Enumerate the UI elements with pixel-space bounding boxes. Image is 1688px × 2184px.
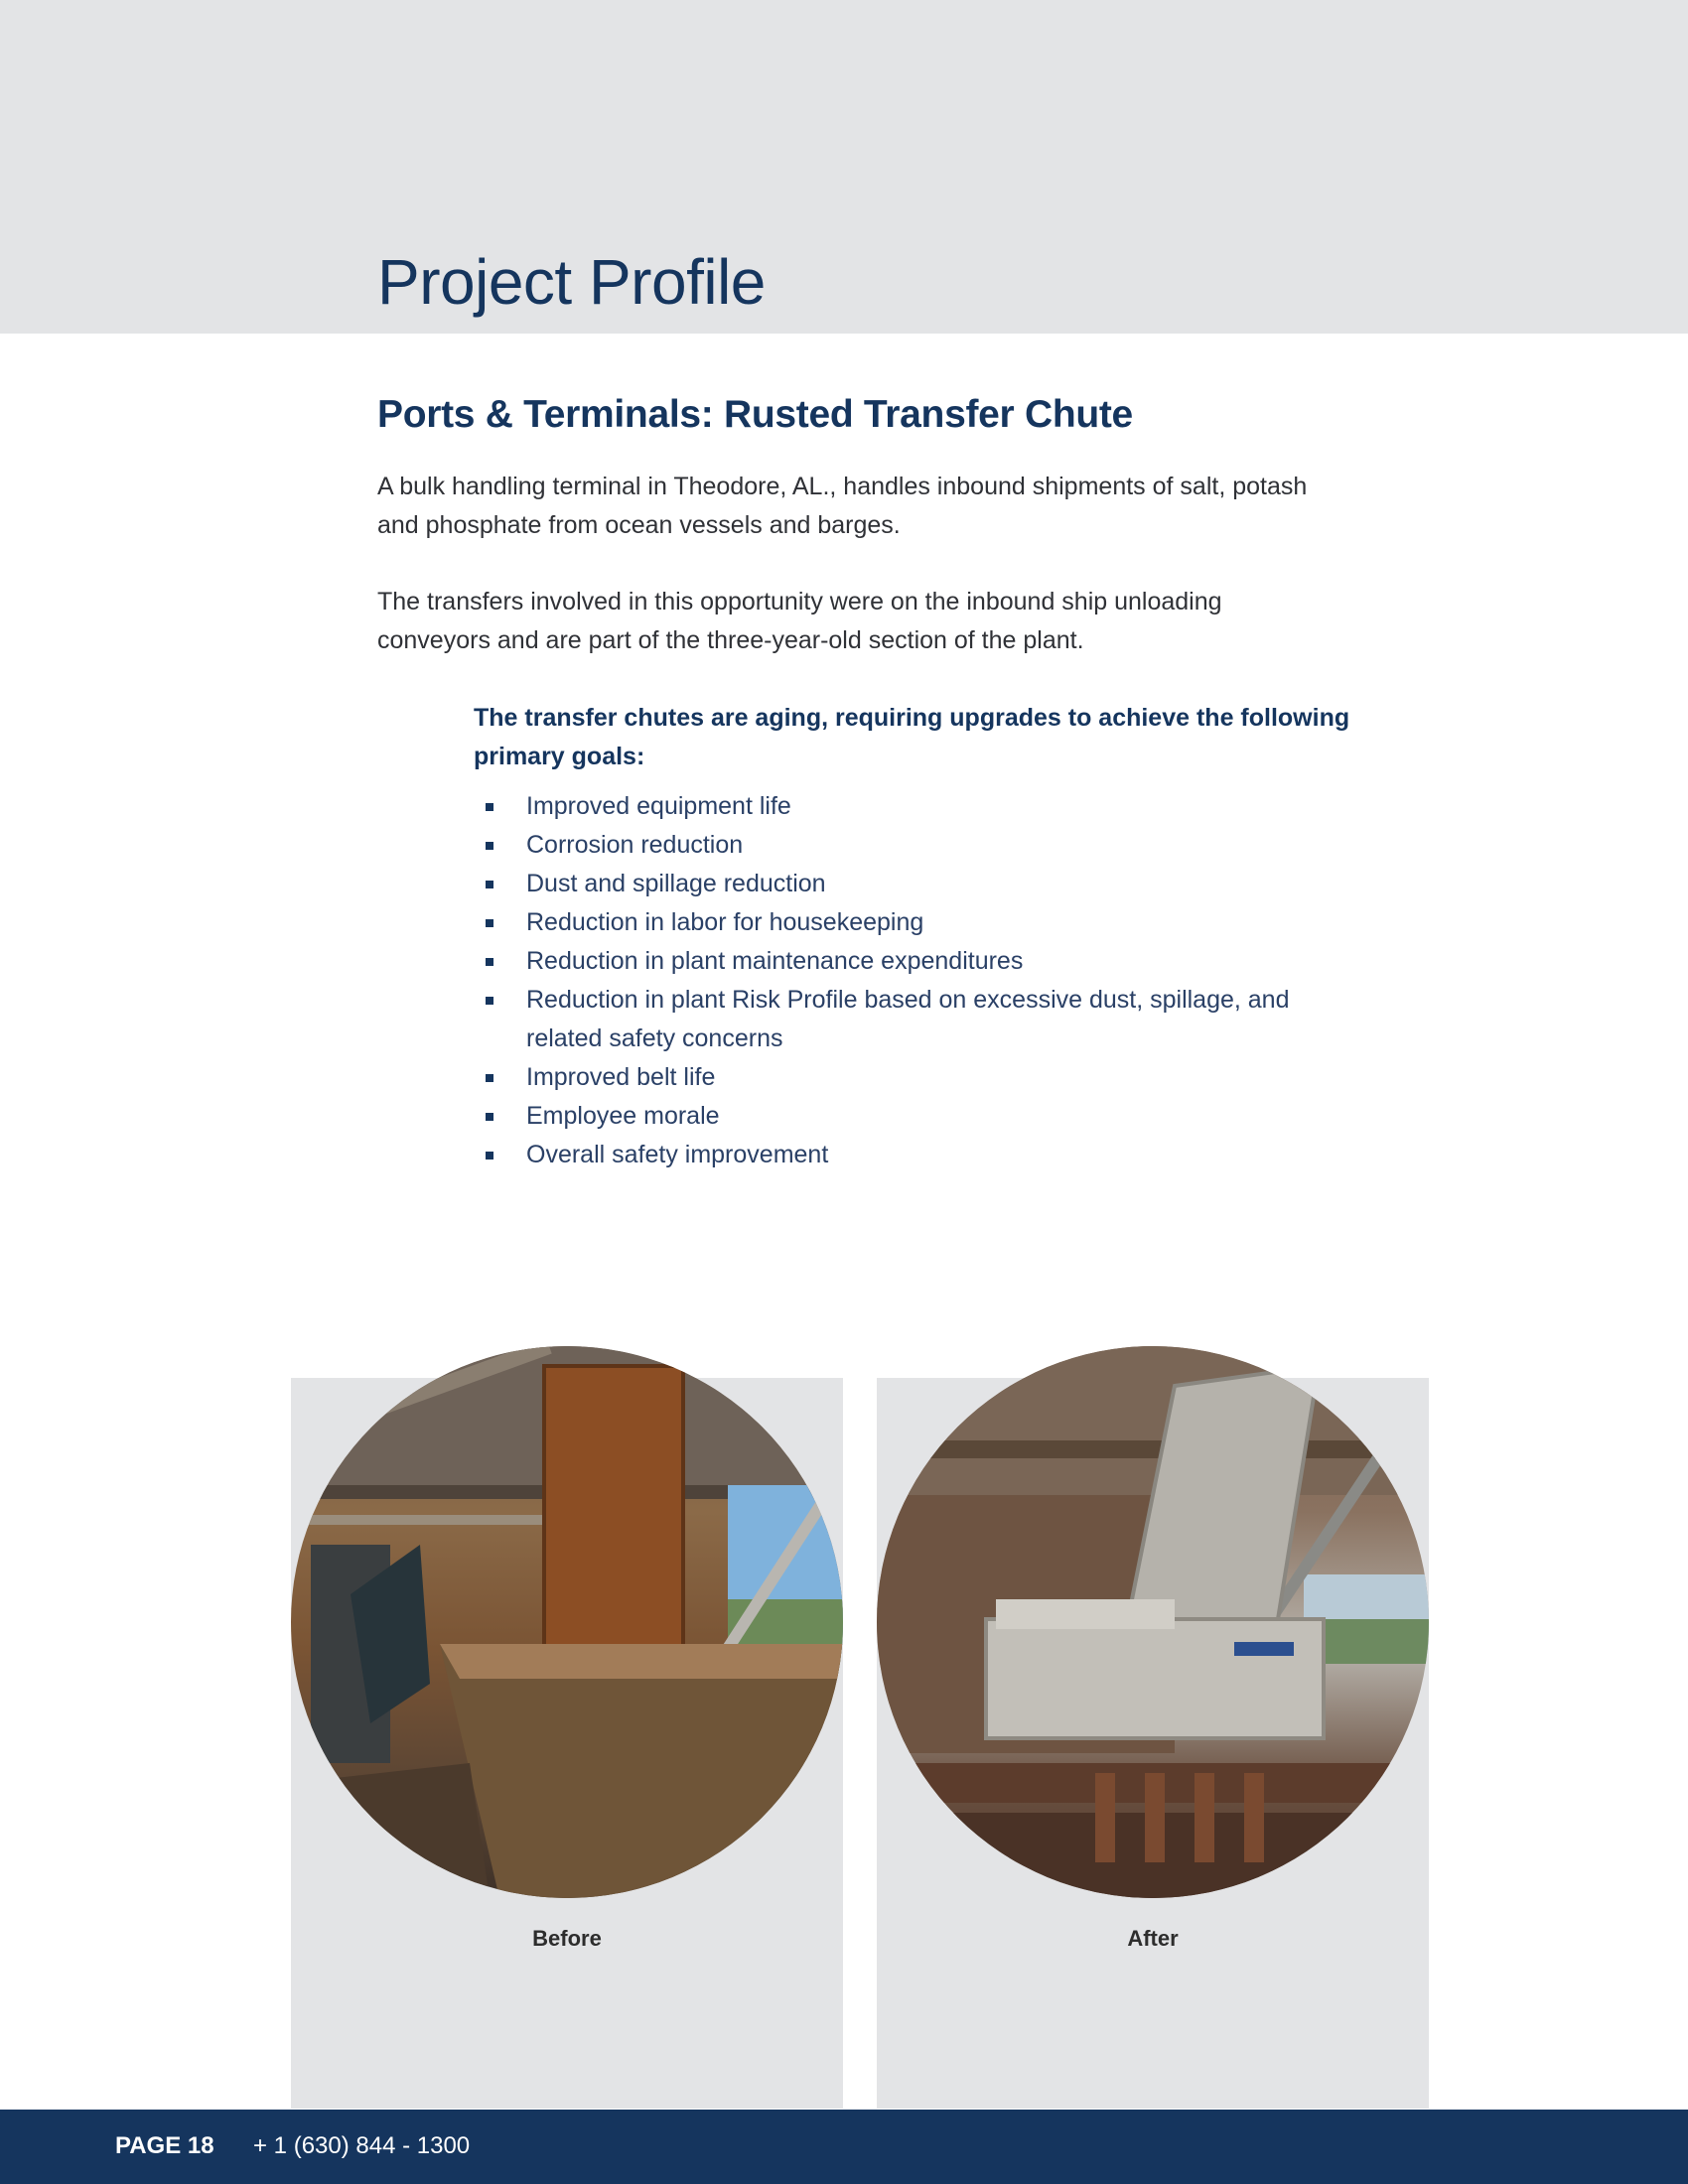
list-item (484, 865, 1347, 903)
after-photo (877, 1346, 1429, 1898)
square-bullet-icon (486, 997, 493, 1005)
list-item (484, 1097, 1347, 1136)
before-caption: Before (532, 1926, 602, 1951)
page-number: PAGE 18 (115, 2132, 214, 2159)
goal-text: Employee morale (526, 1102, 720, 1130)
square-bullet-icon (486, 919, 493, 927)
section-title: Ports & Terminals: Rusted Transfer Chute (377, 393, 1133, 436)
square-bullet-icon (486, 1074, 493, 1082)
goals-list (484, 787, 1347, 1174)
list-item (484, 826, 1347, 865)
square-bullet-icon (486, 1152, 493, 1160)
square-bullet-icon (486, 1113, 493, 1121)
after-caption: After (1127, 1926, 1179, 1951)
square-bullet-icon (486, 803, 493, 811)
footer-bar (0, 2110, 1688, 2184)
square-bullet-icon (486, 842, 493, 850)
header-band (0, 0, 1688, 334)
list-item (484, 942, 1347, 981)
goal-text: Reduction in plant Risk Profile based on excessive dust, spillage, and related safety concerns (526, 986, 1290, 1052)
goal-text: Improved belt life (526, 1063, 716, 1091)
before-photo (291, 1346, 843, 1898)
goal-text: Corrosion reduction (526, 831, 744, 859)
goal-text: Overall safety improvement (526, 1141, 829, 1168)
rusted-chute-illustration (291, 1346, 843, 1898)
stainless-chute-illustration (877, 1346, 1429, 1898)
transfers-paragraph: The transfers involved in this opportunity were on the inbound ship unloading conveyors and are part of the three-year-old section of the plant. (377, 588, 1222, 654)
goals-heading: The transfer chutes are aging, requiring upgrades to achieve the following primary goals: (474, 704, 1350, 770)
goal-text: Reduction in plant maintenance expenditures (526, 947, 1024, 975)
page-title: Project Profile (377, 246, 766, 318)
phone-number: + 1 (630) 844 - 1300 (253, 2132, 471, 2159)
goal-text: Reduction in labor for housekeeping (526, 908, 924, 936)
list-item (484, 981, 1347, 1058)
intro-paragraph: A bulk handling terminal in Theodore, AL., handles inbound shipments of salt, potash and phosphate from ocean vessels and barges. (377, 473, 1308, 539)
list-item (484, 787, 1347, 826)
goal-text: Improved equipment life (526, 792, 791, 820)
square-bullet-icon (486, 958, 493, 966)
list-item (484, 903, 1347, 942)
list-item (484, 1058, 1347, 1097)
list-item (484, 1136, 1347, 1174)
square-bullet-icon (486, 881, 493, 888)
goal-text: Dust and spillage reduction (526, 870, 826, 897)
